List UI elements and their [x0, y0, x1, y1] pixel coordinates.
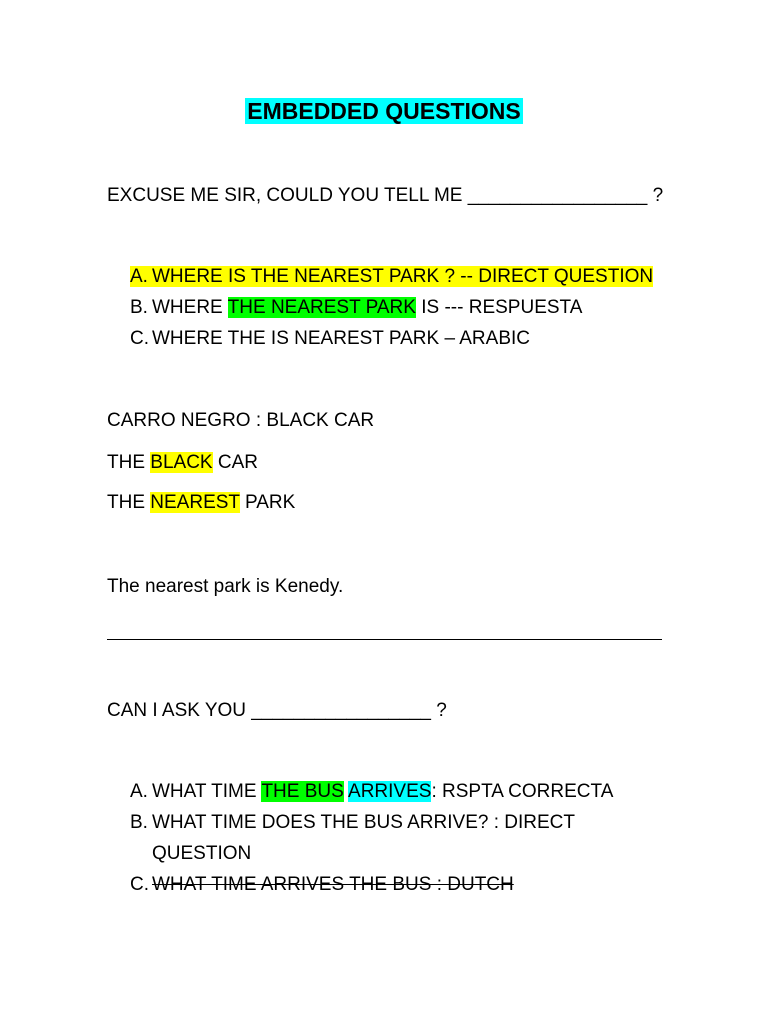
note-line-2 — [107, 451, 258, 475]
option-letter: B. — [130, 297, 148, 318]
question-2-prompt: CAN I ASK YOU _________________ ? — [107, 700, 447, 721]
page-title — [0, 96, 768, 126]
option-text: WHERE IS THE NEAREST PARK ? -- DIRECT QUESTION — [152, 266, 654, 287]
question-2-option-b-continued: QUESTION — [152, 843, 252, 864]
note-text-pre: THE — [107, 452, 151, 473]
option-highlight: THE NEAREST PARK — [227, 297, 416, 318]
option-highlight-verb: ARRIVES — [348, 781, 432, 802]
note-line-3 — [107, 491, 295, 515]
option-text-line-1: WHAT TIME DOES THE BUS ARRIVE? : DIRECT — [152, 812, 576, 833]
note-text-pre: THE — [107, 492, 151, 513]
question-2-option-a — [130, 780, 613, 804]
option-text-pre: WHAT TIME — [152, 781, 262, 802]
note-highlight: BLACK — [150, 452, 213, 473]
question-2-option-c — [130, 873, 514, 897]
option-a-highlight — [130, 266, 653, 287]
option-letter: A. — [130, 781, 148, 802]
note-text-post: PARK — [239, 492, 296, 513]
example-sentence: The nearest park is Kenedy. — [107, 576, 344, 597]
option-letter: C. — [130, 328, 149, 349]
option-text-post: : RSPTA CORRECTA — [431, 781, 614, 802]
divider-line — [107, 639, 662, 640]
option-text: WHAT TIME ARRIVES THE BUS : DUTCH — [152, 874, 514, 895]
question-1-option-a — [130, 265, 653, 289]
note-text-post: CAR — [212, 452, 258, 473]
question-1-option-c — [130, 327, 530, 351]
question-2-option-b — [130, 811, 575, 835]
question-1-option-b — [130, 296, 582, 320]
option-letter: C. — [130, 874, 149, 895]
note-highlight: NEAREST — [150, 492, 240, 513]
option-text: WHERE THE IS NEAREST PARK – ARABIC — [152, 328, 530, 349]
option-highlight-subject: THE BUS — [261, 781, 344, 802]
question-1-prompt: EXCUSE ME SIR, COULD YOU TELL ME _________________ ? — [107, 185, 664, 206]
option-text-post: IS --- RESPUESTA — [415, 297, 583, 318]
page-title-text: EMBEDDED QUESTIONS — [247, 98, 521, 124]
note-line-1: CARRO NEGRO : BLACK CAR — [107, 410, 375, 431]
option-letter: B. — [130, 812, 148, 833]
option-text-pre: WHERE — [152, 297, 228, 318]
option-letter: A. — [130, 266, 148, 287]
